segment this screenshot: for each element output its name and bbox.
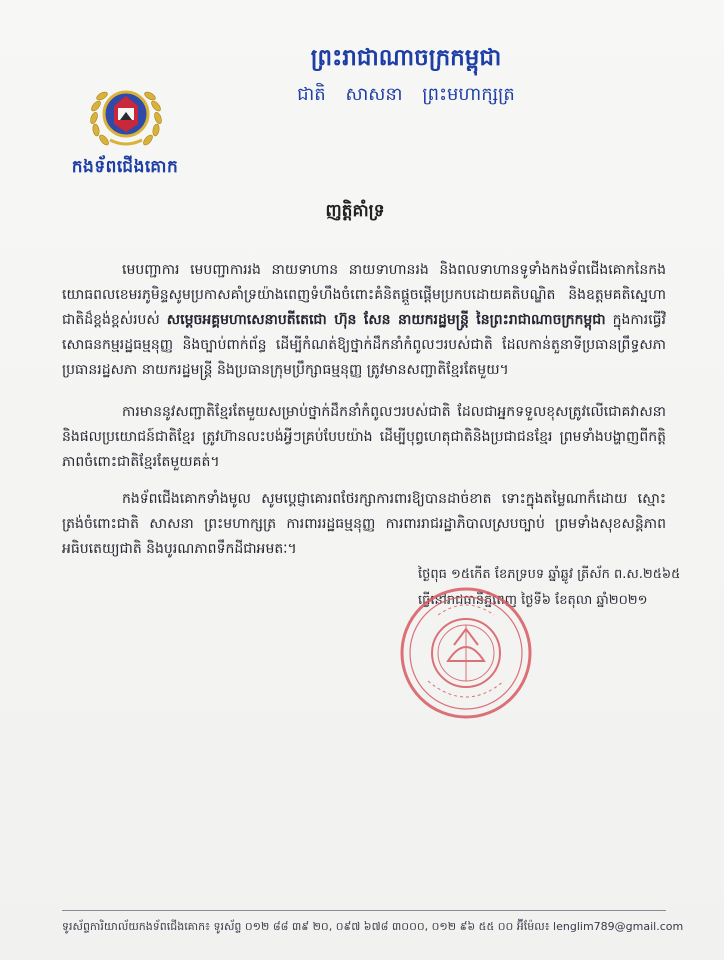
lunar-date: ថ្ងៃពុធ ១៥កើត ខែភទ្របទ ឆ្នាំឆ្លូវ ត្រីស័ក ព.ស.២៥៦៥ — [418, 567, 681, 582]
official-seal-icon — [398, 585, 534, 721]
army-emblem-icon — [84, 78, 168, 150]
paragraph-1-bold-name: សម្តេចអគ្គមហាសេនាបតីតេជោ ហ៊ុន សែន នាយករដ្ឋមន្ត្រី នៃព្រះរាជាណាចក្រកម្ពុជា — [166, 312, 606, 328]
national-motto: ជាតិ សាសនា ព្រះមហាក្សត្រ — [297, 84, 515, 105]
unit-name: កងទ័ពជើងគោក — [71, 157, 179, 177]
paragraph-1-text-b: ក្នុងការធ្វើវិសោធនកម្មរដ្ឋធម្មនុញ្ញ និងច្បាប់ពាក់ព័ន្ធ ដើម្បីកំណត់ឱ្យថ្នាក់ដឹកនាំកំពូលៗរបស់ជាតិ ដែលកាន់តួនាទីប្រធានព្រឹទ្ធសភា ប្រធានរដ្ឋសភា នាយករដ្ឋមន្ត្រី និងប្រធានក្រុមប្រឹក្សាធម្មនុញ្ញ ត្រូវមានសញ្ជាតិខ្មែរតែមួយ។ — [62, 312, 666, 378]
paragraph-1-text-a: មេបញ្ជាការ មេបញ្ជាការរង នាយទាហាន នាយទាហានរង និងពលទាហានទូទាំងកងទ័ពជើងគោកនៃកងយោធពលខេមរភូមិន្ទសូមប្រកាសគាំទ្រយ៉ាងពេញទំហឹងចំពោះគំនិតផ្តួចផ្តើមប្រកបដោយគតិបណ្ឌិត និងឧត្តមគតិស្នេហាជាតិដ៏ខ្ពង់ខ្ពស់របស់ — [62, 262, 666, 328]
document-title: ញត្តិគាំទ្រ — [325, 201, 385, 221]
paragraph-1 — [62, 258, 666, 383]
footer-contact: ទូរស័ព្ទការិយាល័យកងទ័ពជើងគោក៖ ទូរស័ព្ទ ០១២ ៨៨ ៣៩ ២០, ០៩៧ ៦៧៨ ៣០០០, ០១២ ៩៦ ៥៥ ០០ អ៊ីម៉ែល៖ lenglim789@gmail.com — [62, 920, 684, 933]
footer-divider — [62, 910, 666, 911]
paragraph-2: ការមាននូវសញ្ជាតិខ្មែរតែមួយសម្រាប់ថ្នាក់ដឹកនាំកំពូលៗរបស់ជាតិ ដែលជាអ្នកទទួលខុសត្រូវលើជោគវាសនានិងផលប្រយោជន៍ជាតិខ្មែរ ត្រូវហ៊ានលះបង់អ្វីៗគ្រប់បែបយ៉ាង ដើម្បីបុព្វហេតុជាតិនិងប្រជាជនខ្មែរ ព្រមទាំងបង្ហាញពីកត្តិភាពចំពោះជាតិខ្មែរតែមួយគត់។ — [62, 404, 666, 470]
kingdom-heading: ព្រះរាជាណាចក្រកម្ពុជា — [310, 45, 502, 71]
paragraph-3: កងទ័ពជើងគោកទាំងមូល សូមប្តេជ្ញាគោរពថែរក្សាការពារឱ្យបានដាច់ខាត ទោះក្នុងតម្លៃណាក៏ដោយ ស្មោះត្រង់ចំពោះជាតិ សាសនា ព្រះមហាក្សត្រ ការពាររដ្ឋធម្មនុញ្ញ ការពាររាជរដ្ឋាភិបាលស្របច្បាប់ ព្រមទាំងសុខសន្តិភាព អធិបតេយ្យជាតិ និងបូរណភាពទឹកដីជាអមតៈ។ — [62, 491, 666, 557]
place-and-date: ធ្វើនៅរាជធានីភ្នំពេញ ថ្ងៃទី៦ ខែតុលា ឆ្នាំ២០២១ — [418, 593, 648, 608]
